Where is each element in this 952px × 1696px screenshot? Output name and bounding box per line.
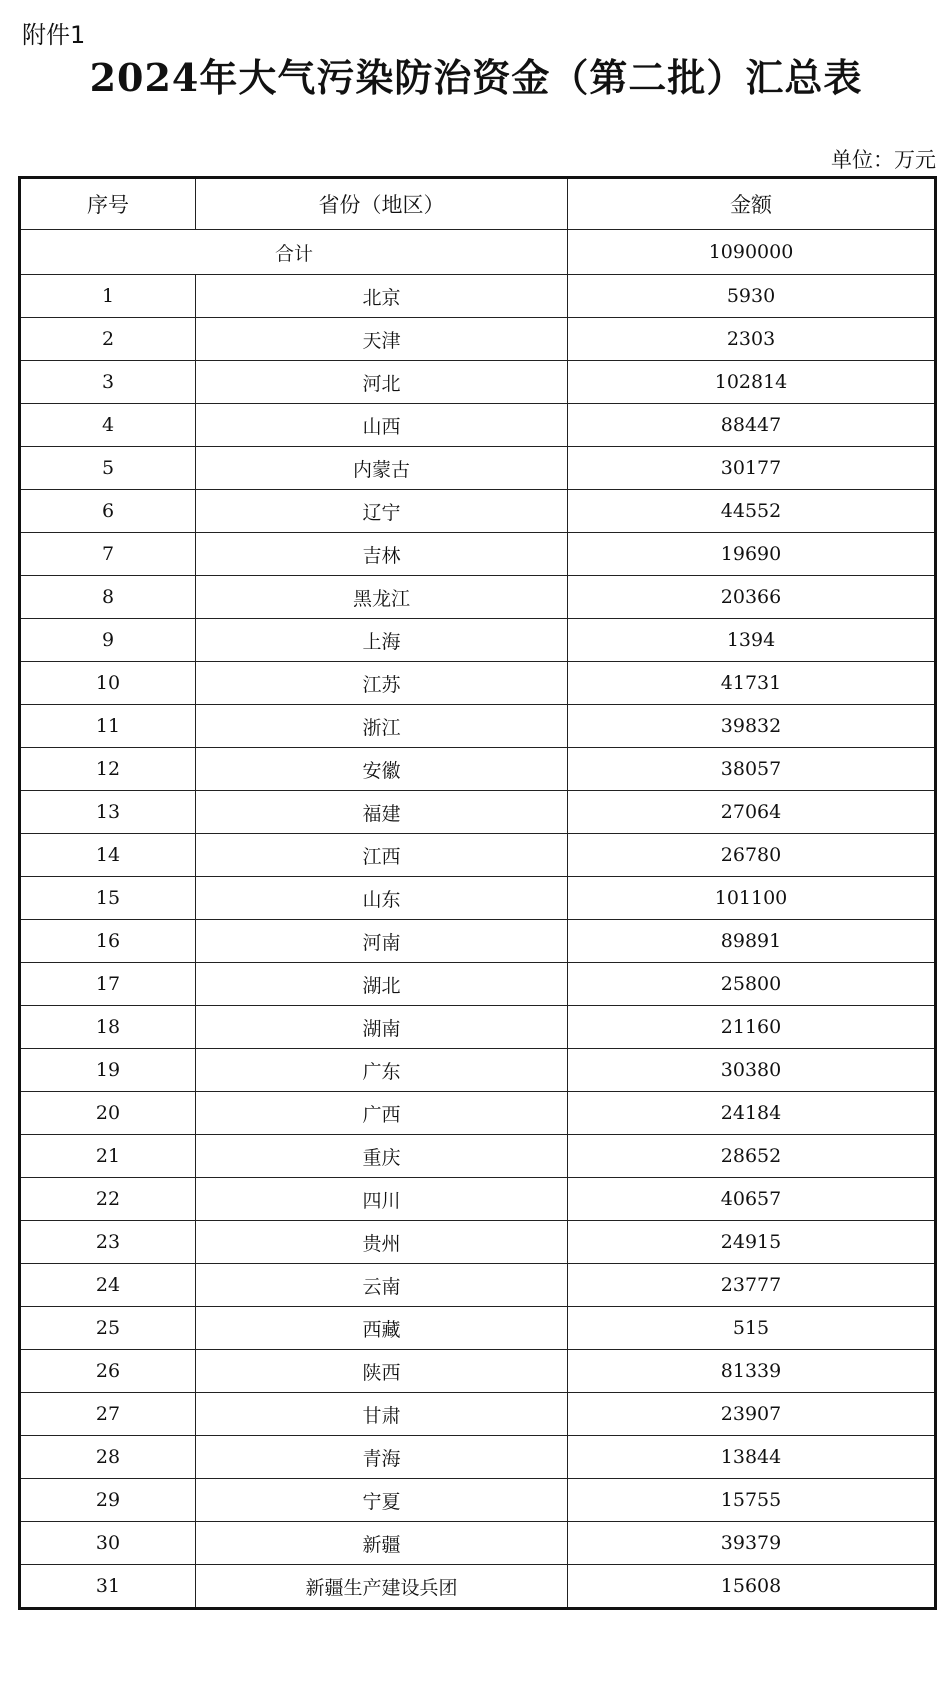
row-amount: 38057 xyxy=(568,748,936,791)
row-amount: 89891 xyxy=(568,920,936,963)
row-serial-number: 15 xyxy=(20,877,196,920)
row-region: 云南 xyxy=(196,1264,568,1307)
row-amount: 24915 xyxy=(568,1221,936,1264)
row-amount: 15608 xyxy=(568,1565,936,1609)
row-amount: 39379 xyxy=(568,1522,936,1565)
row-serial-number: 29 xyxy=(20,1479,196,1522)
header-serial-number: 序号 xyxy=(20,178,196,230)
row-region: 重庆 xyxy=(196,1135,568,1178)
row-amount: 25800 xyxy=(568,963,936,1006)
funding-table xyxy=(18,176,937,1610)
row-region: 天津 xyxy=(196,318,568,361)
table-row xyxy=(20,1307,936,1350)
row-region: 四川 xyxy=(196,1178,568,1221)
row-amount: 30380 xyxy=(568,1049,936,1092)
table-row xyxy=(20,275,936,318)
table-row xyxy=(20,619,936,662)
table-row xyxy=(20,533,936,576)
header-amount: 金额 xyxy=(568,178,936,230)
row-amount: 2303 xyxy=(568,318,936,361)
row-region: 山西 xyxy=(196,404,568,447)
table-row xyxy=(20,361,936,404)
row-amount: 21160 xyxy=(568,1006,936,1049)
table-row xyxy=(20,1006,936,1049)
row-region: 江西 xyxy=(196,834,568,877)
table-row xyxy=(20,748,936,791)
row-serial-number: 12 xyxy=(20,748,196,791)
row-amount: 101100 xyxy=(568,877,936,920)
row-serial-number: 1 xyxy=(20,275,196,318)
row-serial-number: 28 xyxy=(20,1436,196,1479)
row-amount: 5930 xyxy=(568,275,936,318)
row-region: 青海 xyxy=(196,1436,568,1479)
row-serial-number: 16 xyxy=(20,920,196,963)
row-serial-number: 24 xyxy=(20,1264,196,1307)
row-serial-number: 19 xyxy=(20,1049,196,1092)
table-row xyxy=(20,1221,936,1264)
row-region: 内蒙古 xyxy=(196,447,568,490)
table-row xyxy=(20,576,936,619)
row-region: 上海 xyxy=(196,619,568,662)
row-region: 广西 xyxy=(196,1092,568,1135)
row-serial-number: 14 xyxy=(20,834,196,877)
row-serial-number: 3 xyxy=(20,361,196,404)
table-row xyxy=(20,447,936,490)
unit-label: 单位：万元 xyxy=(831,148,936,172)
funding-table-container xyxy=(18,176,934,1610)
row-serial-number: 5 xyxy=(20,447,196,490)
row-region: 山东 xyxy=(196,877,568,920)
row-serial-number: 18 xyxy=(20,1006,196,1049)
row-region: 河北 xyxy=(196,361,568,404)
row-serial-number: 30 xyxy=(20,1522,196,1565)
row-amount: 26780 xyxy=(568,834,936,877)
table-row xyxy=(20,877,936,920)
row-serial-number: 23 xyxy=(20,1221,196,1264)
attachment-label: 附件1 xyxy=(22,21,86,49)
row-amount: 39832 xyxy=(568,705,936,748)
row-amount: 15755 xyxy=(568,1479,936,1522)
row-amount: 23777 xyxy=(568,1264,936,1307)
header-region: 省份（地区） xyxy=(196,178,568,230)
row-region: 安徽 xyxy=(196,748,568,791)
row-amount: 28652 xyxy=(568,1135,936,1178)
row-region: 贵州 xyxy=(196,1221,568,1264)
total-row xyxy=(20,230,936,275)
table-body xyxy=(20,230,936,1609)
row-amount: 13844 xyxy=(568,1436,936,1479)
table-row xyxy=(20,705,936,748)
row-serial-number: 7 xyxy=(20,533,196,576)
table-row xyxy=(20,662,936,705)
table-row xyxy=(20,963,936,1006)
row-amount: 30177 xyxy=(568,447,936,490)
table-row xyxy=(20,834,936,877)
table-row xyxy=(20,1350,936,1393)
table-row xyxy=(20,1436,936,1479)
row-serial-number: 20 xyxy=(20,1092,196,1135)
row-serial-number: 13 xyxy=(20,791,196,834)
table-row xyxy=(20,1393,936,1436)
table-row xyxy=(20,1049,936,1092)
row-amount: 24184 xyxy=(568,1092,936,1135)
table-row xyxy=(20,404,936,447)
row-region: 湖南 xyxy=(196,1006,568,1049)
total-label: 合计 xyxy=(20,230,568,275)
row-region: 新疆生产建设兵团 xyxy=(196,1565,568,1609)
page-title: 2024年大气污染防治资金（第二批）汇总表 xyxy=(89,55,863,100)
row-region: 黑龙江 xyxy=(196,576,568,619)
row-serial-number: 31 xyxy=(20,1565,196,1609)
row-serial-number: 2 xyxy=(20,318,196,361)
table-row xyxy=(20,1565,936,1609)
row-serial-number: 17 xyxy=(20,963,196,1006)
row-amount: 23907 xyxy=(568,1393,936,1436)
table-row xyxy=(20,1479,936,1522)
row-amount: 41731 xyxy=(568,662,936,705)
table-row xyxy=(20,1135,936,1178)
row-region: 福建 xyxy=(196,791,568,834)
row-region: 西藏 xyxy=(196,1307,568,1350)
row-amount: 44552 xyxy=(568,490,936,533)
row-amount: 88447 xyxy=(568,404,936,447)
row-serial-number: 11 xyxy=(20,705,196,748)
row-serial-number: 6 xyxy=(20,490,196,533)
row-amount: 81339 xyxy=(568,1350,936,1393)
row-amount: 102814 xyxy=(568,361,936,404)
row-serial-number: 9 xyxy=(20,619,196,662)
row-amount: 515 xyxy=(568,1307,936,1350)
row-serial-number: 26 xyxy=(20,1350,196,1393)
row-region: 北京 xyxy=(196,275,568,318)
table-row xyxy=(20,318,936,361)
row-serial-number: 25 xyxy=(20,1307,196,1350)
row-serial-number: 10 xyxy=(20,662,196,705)
row-amount: 27064 xyxy=(568,791,936,834)
row-amount: 20366 xyxy=(568,576,936,619)
row-region: 甘肃 xyxy=(196,1393,568,1436)
row-region: 湖北 xyxy=(196,963,568,1006)
table-row xyxy=(20,1522,936,1565)
row-amount: 19690 xyxy=(568,533,936,576)
total-amount: 1090000 xyxy=(568,230,936,275)
row-serial-number: 8 xyxy=(20,576,196,619)
row-region: 宁夏 xyxy=(196,1479,568,1522)
row-amount: 40657 xyxy=(568,1178,936,1221)
row-region: 辽宁 xyxy=(196,490,568,533)
row-serial-number: 22 xyxy=(20,1178,196,1221)
table-header-row xyxy=(20,178,936,230)
row-serial-number: 27 xyxy=(20,1393,196,1436)
row-region: 广东 xyxy=(196,1049,568,1092)
row-region: 浙江 xyxy=(196,705,568,748)
table-row xyxy=(20,791,936,834)
table-row xyxy=(20,920,936,963)
table-row xyxy=(20,1178,936,1221)
row-region: 河南 xyxy=(196,920,568,963)
row-amount: 1394 xyxy=(568,619,936,662)
table-row xyxy=(20,1264,936,1307)
row-region: 江苏 xyxy=(196,662,568,705)
table-row xyxy=(20,490,936,533)
row-region: 吉林 xyxy=(196,533,568,576)
row-serial-number: 21 xyxy=(20,1135,196,1178)
table-row xyxy=(20,1092,936,1135)
row-serial-number: 4 xyxy=(20,404,196,447)
row-region: 新疆 xyxy=(196,1522,568,1565)
row-region: 陕西 xyxy=(196,1350,568,1393)
